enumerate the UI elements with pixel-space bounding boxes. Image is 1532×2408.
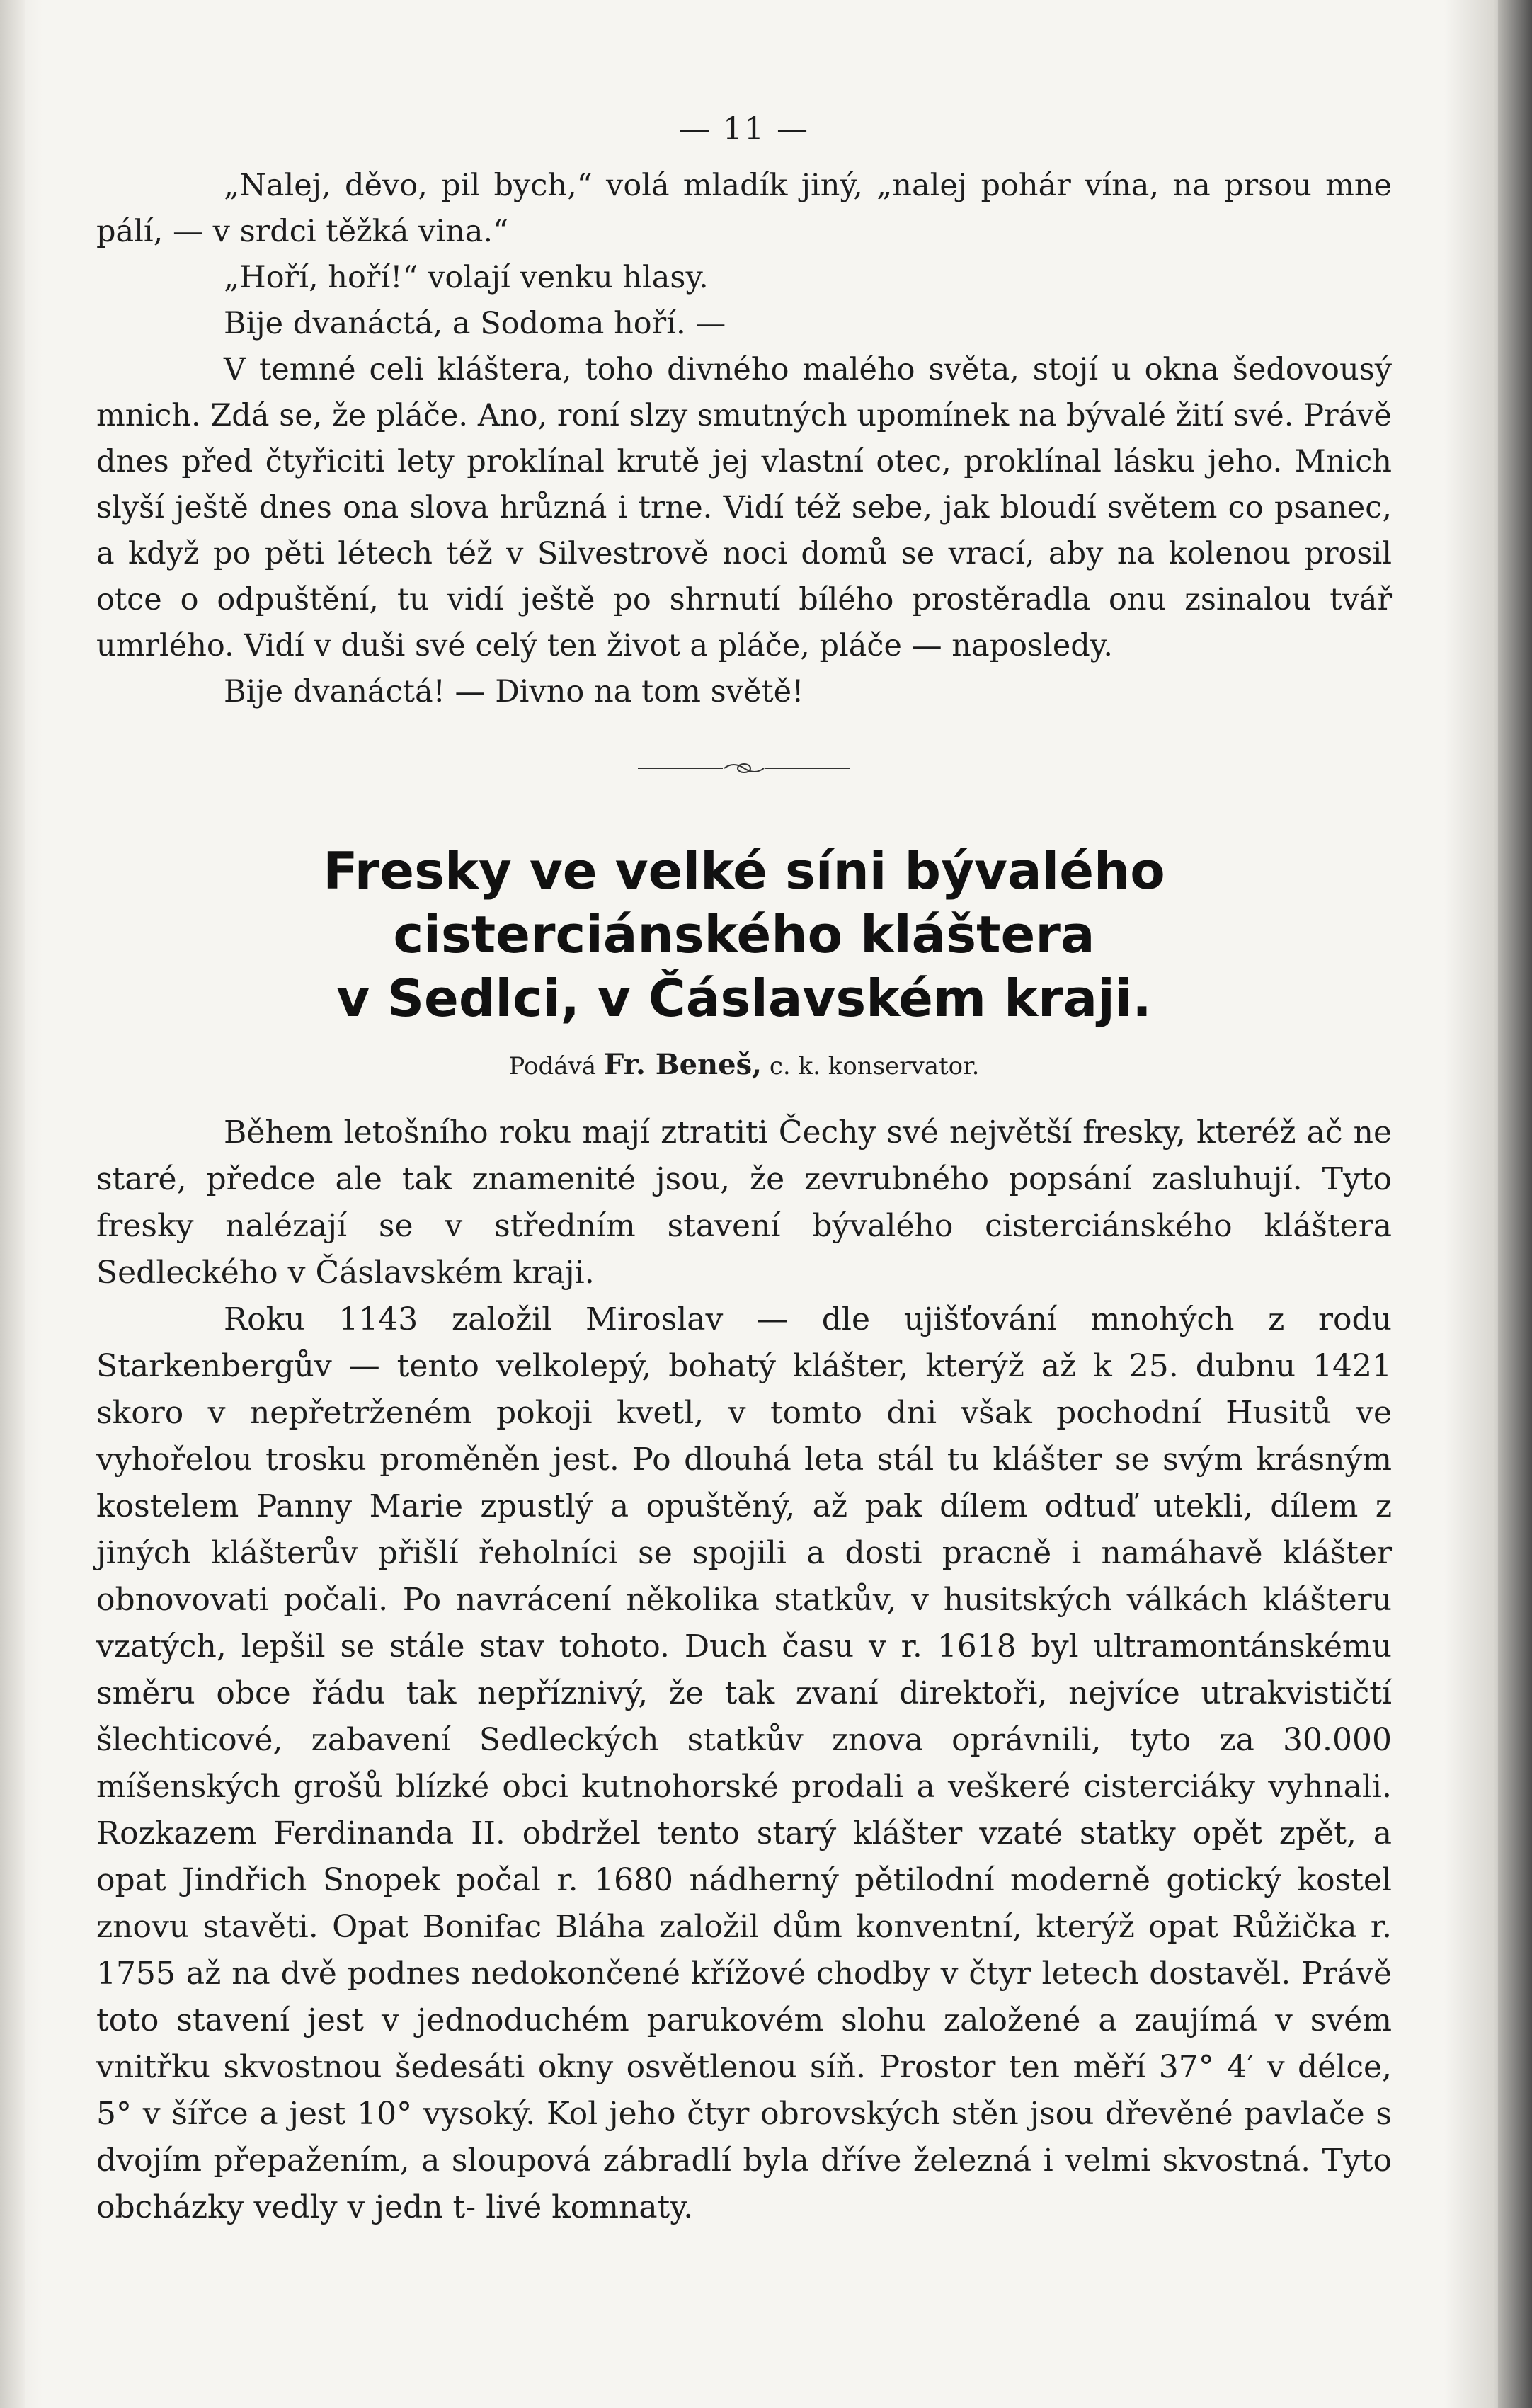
page-content (96, 106, 1392, 2231)
intro-paragraph: „Hoří, hoří!“ volají venku hlasy. (224, 260, 709, 295)
page-edge-right (1498, 0, 1532, 2408)
article-byline (96, 1047, 1392, 1084)
article-title-line-2: v Sedlci, v Čáslavském kraji. (336, 969, 1152, 1028)
page-number: — 11 — (679, 111, 809, 147)
byline-author: Fr. Beneš, (603, 1048, 762, 1081)
byline-prefix: Podává (508, 1052, 597, 1080)
article-paragraph: Roku 1143 založil Miroslav — dle ujišťování mnohých z rodu Starkenbergův — tento velkolepý, bohatý klášter, kterýž až k 25. dubnu 1421 skoro v nepřetrženém pokoji kvetl, v tomto dni však pochodní Husitů ve vyhořelou trosku proměněn jest. Po dlouhá leta stál tu klášter se svým krásným kostelem Panny Marie zpustlý a opuštěný, až pak dílem odtuď utekli, dílem z jiných klášterův přišlí řeholníci se spojili a dosti pracně i namáhavě klášter obnovovati počali. Po navrácení několika statkův, v husitských válkách klášteru vzatých, lepšil se stále stav tohoto. Duch času v r. 1618 byl ultramontánskému směru obce řádu tak nepříznivý, že tak zvaní direktoři, nejvíce utrakvističtí šlechticové, zabavení Sedleckých statkův znova oprávnili, tyto za 30.000 míšenských grošů blízké obci kutnohorské prodali a veškeré cisterciáky vyhnali. Rozkazem Ferdinanda II. obdržel tento starý klášter vzaté statky opět zpět, a opat Jindřich Snopek počal r. 1680 nádherný pětilodní moderně gotický kostel znovu stavěti. Opat Bonifac Bláha založil dům konventní, kterýž opat Růžička r. 1755 až na dvě podnes nedokončené křížové chodby v čtyr letech dostavěl. Právě toto stavení jest v jednoduchém parukovém slohu založené a zaujímá v svém vnitřku skvostnou šedesáti okny osvětlenou síň. Prostor ten měří 37° 4′ v délce, 5° v šířce a jest 10° vysoký. Kol jeho čtyr obrovských stěn jsou dřevěné pavlače s dvojím přepažením, a sloupová zábradlí byla dříve železná i velmi skvostná. Tyto obcházky vedly v jedn t- livé komnaty. (96, 1301, 1392, 2225)
page-edge-left (0, 0, 25, 2408)
article-title-line-1: Fresky ve velké síni bývalého cisterciánského kláštera (323, 841, 1165, 964)
intro-paragraph: Bije dvanáctá! — Divno na tom světě! (224, 674, 804, 709)
article-paragraph: Během letošního roku mají ztratiti Čechy své největší fresky, kteréž ač ne staré, předce ale tak znamenité jsou, že zevrubného popsání zasluhují. Tyto fresky nalézají se v středním stavení bývalého cisterciánského kláštera Sedleckého v Čáslavském kraji. (96, 1114, 1392, 1291)
intro-paragraph: V temné celi kláštera, toho divného malého světa, stojí u okna šedovousý mnich. Zdá se, že pláče. Ano, roní slzy smutných upomínek na bývalé žití své. Právě dnes před čtyřiciti lety proklínal krutě jej vlastní otec, proklínal lásku jeho. Mnich slyší ještě dnes ona slova hrůzná i trne. Vidí též sebe, jak bloudí světem co psanec, a když po pěti létech též v Silvestrově noci domů se vrací, aby na kolenou prosil otce o odpuštění, tu vidí ještě po shrnutí bílého prostěradla onu zsinalou tvář umrlého. Vidí v duši své celý ten život a pláče, pláče — naposledy. (96, 352, 1392, 663)
intro-paragraph: Bije dvanáctá, a Sodoma hoří. — (224, 306, 726, 341)
section-divider-ornament (638, 761, 850, 775)
flourish-icon (723, 761, 765, 775)
intro-paragraph: „Nalej, děvo, pil bych,“ volá mladík jiný, „nalej pohár vína, na prsou mne pálí, — v srdci těžká vina.“ (96, 168, 1392, 249)
byline-suffix: c. k. konservator. (769, 1052, 980, 1080)
article-body (96, 1109, 1392, 2231)
